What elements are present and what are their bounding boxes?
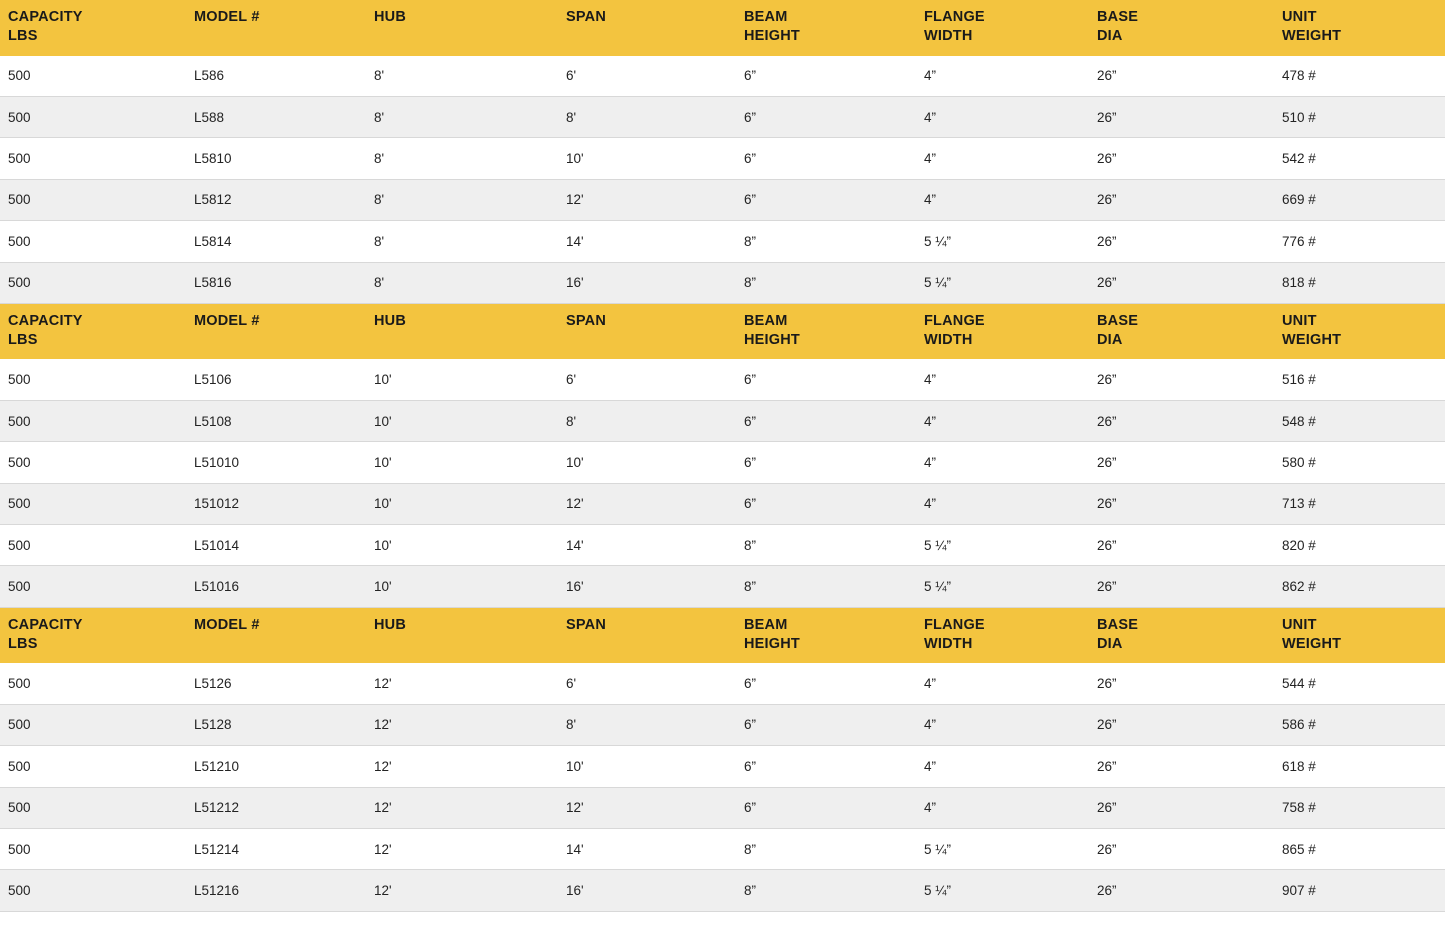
table-cell: 26”	[1089, 483, 1274, 524]
table-cell: 8'	[558, 96, 736, 137]
column-header	[0, 304, 186, 360]
table-cell: 6”	[736, 663, 916, 704]
table-cell: 151012	[186, 483, 366, 524]
table-cell: 542 #	[1274, 138, 1445, 179]
table-row	[0, 870, 1445, 911]
table-cell: 5 ¼”	[916, 566, 1089, 607]
table-cell: 10'	[366, 525, 558, 566]
table-cell: 4”	[916, 359, 1089, 400]
column-header	[736, 0, 916, 56]
column-header	[1089, 0, 1274, 56]
table-cell: 16'	[558, 870, 736, 911]
table-cell: 500	[0, 483, 186, 524]
table-cell: L51210	[186, 746, 366, 787]
table-cell: 12'	[366, 828, 558, 869]
table-cell: 500	[0, 525, 186, 566]
table-cell: L5814	[186, 221, 366, 262]
table-cell: 6”	[736, 704, 916, 745]
table-row	[0, 179, 1445, 220]
table-cell: 4”	[916, 442, 1089, 483]
table-cell: 5 ¼”	[916, 828, 1089, 869]
table-cell: 820 #	[1274, 525, 1445, 566]
table-cell: 26”	[1089, 525, 1274, 566]
table-cell: 8'	[558, 400, 736, 441]
table-cell: L5812	[186, 179, 366, 220]
table-cell: 14'	[558, 525, 736, 566]
table-cell: L51212	[186, 787, 366, 828]
table-cell: L51016	[186, 566, 366, 607]
table-cell: 26”	[1089, 138, 1274, 179]
table-cell: 10'	[366, 483, 558, 524]
column-header-line2: LBS	[8, 636, 38, 653]
table-cell: 4”	[916, 483, 1089, 524]
column-header-line2: DIA	[1097, 332, 1123, 349]
table-cell: 26”	[1089, 746, 1274, 787]
table-cell: 12'	[366, 870, 558, 911]
column-header-line1: HUB	[374, 616, 407, 633]
column-header-line1: CAPACITY	[8, 9, 83, 25]
table-cell: L51010	[186, 442, 366, 483]
table-cell: 776 #	[1274, 221, 1445, 262]
column-header-line1: FLANGE	[924, 616, 985, 633]
table-cell: L5810	[186, 138, 366, 179]
table-cell: 10'	[366, 359, 558, 400]
column-header	[558, 0, 736, 56]
table-cell: 8'	[366, 262, 558, 303]
table-cell: 12'	[558, 483, 736, 524]
column-header-line1: CAPACITY	[8, 312, 83, 329]
column-header	[186, 0, 366, 56]
column-header	[916, 0, 1089, 56]
table-cell: 500	[0, 704, 186, 745]
column-header-line2: WIDTH	[924, 636, 973, 653]
table-cell: L5126	[186, 663, 366, 704]
table-row	[0, 400, 1445, 441]
table-cell: 5 ¼”	[916, 870, 1089, 911]
table-cell: 6”	[736, 483, 916, 524]
column-header-line2: WEIGHT	[1282, 332, 1342, 349]
table-row	[0, 483, 1445, 524]
table-cell: 5 ¼”	[916, 262, 1089, 303]
table-hub-12	[0, 608, 1445, 912]
table-row	[0, 262, 1445, 303]
table-cell: 500	[0, 787, 186, 828]
table-cell: 26”	[1089, 870, 1274, 911]
table-cell: 26”	[1089, 566, 1274, 607]
column-header	[736, 608, 916, 664]
table-cell: 4”	[916, 179, 1089, 220]
table-cell: 12'	[366, 746, 558, 787]
table-cell: 618 #	[1274, 746, 1445, 787]
table-cell: 10'	[558, 442, 736, 483]
table-cell: 26”	[1089, 359, 1274, 400]
column-header-line1: SPAN	[566, 312, 607, 329]
table-cell: 26”	[1089, 56, 1274, 97]
table-row	[0, 442, 1445, 483]
table-cell: 500	[0, 179, 186, 220]
table-cell: 6”	[736, 442, 916, 483]
column-header-line1: MODEL #	[194, 616, 260, 633]
table-cell: 8”	[736, 566, 916, 607]
table-cell: 6”	[736, 96, 916, 137]
table-cell: 500	[0, 400, 186, 441]
table-cell: 8'	[366, 138, 558, 179]
column-header-line2: HEIGHT	[744, 28, 800, 45]
column-header	[366, 0, 558, 56]
table-cell: 8'	[366, 221, 558, 262]
table-cell: L588	[186, 96, 366, 137]
table-cell: 10'	[366, 400, 558, 441]
table-cell: L5816	[186, 262, 366, 303]
column-header-line1: BASE	[1097, 616, 1139, 633]
table-cell: 4”	[916, 96, 1089, 137]
column-header	[0, 608, 186, 664]
table-cell: 8'	[366, 96, 558, 137]
table-cell: 14'	[558, 828, 736, 869]
table-cell: 6”	[736, 359, 916, 400]
table-cell: 8”	[736, 525, 916, 566]
table-cell: 6”	[736, 746, 916, 787]
column-header	[1089, 304, 1274, 360]
column-header-line1: BASE	[1097, 9, 1139, 25]
table-cell: 26”	[1089, 221, 1274, 262]
table-cell: 8'	[558, 704, 736, 745]
table-cell: 500	[0, 138, 186, 179]
table-cell: 8”	[736, 828, 916, 869]
table-row	[0, 96, 1445, 137]
table-row	[0, 525, 1445, 566]
table-cell: 26”	[1089, 400, 1274, 441]
table-row	[0, 787, 1445, 828]
table-cell: 12'	[558, 787, 736, 828]
column-header	[1274, 304, 1445, 360]
table-cell: 5 ¼”	[916, 221, 1089, 262]
column-header-line2: WIDTH	[924, 332, 973, 349]
table-cell: 26”	[1089, 663, 1274, 704]
table-cell: 6'	[558, 359, 736, 400]
table-cell: L586	[186, 56, 366, 97]
table-row	[0, 663, 1445, 704]
table-cell: 758 #	[1274, 787, 1445, 828]
column-header-line1: BASE	[1097, 312, 1139, 329]
table-cell: 500	[0, 828, 186, 869]
table-cell: 26”	[1089, 179, 1274, 220]
column-header-line2: WEIGHT	[1282, 28, 1342, 45]
table-cell: 26”	[1089, 704, 1274, 745]
table-cell: 4”	[916, 704, 1089, 745]
table-cell: 16'	[558, 262, 736, 303]
column-header-line1: HUB	[374, 9, 407, 25]
table-cell: 6”	[736, 56, 916, 97]
table-cell: 500	[0, 870, 186, 911]
table-cell: L51216	[186, 870, 366, 911]
table-cell: 6'	[558, 56, 736, 97]
table-cell: 5 ¼”	[916, 525, 1089, 566]
column-header	[916, 608, 1089, 664]
column-header-line2: WIDTH	[924, 28, 973, 45]
table-header-row	[0, 608, 1445, 664]
table-hub-10	[0, 304, 1445, 608]
column-header	[558, 608, 736, 664]
table-cell: 6”	[736, 138, 916, 179]
table-cell: 6'	[558, 663, 736, 704]
column-header-line1: FLANGE	[924, 312, 985, 329]
table-cell: 500	[0, 566, 186, 607]
table-cell: 26”	[1089, 442, 1274, 483]
table-cell: 16'	[558, 566, 736, 607]
column-header	[186, 304, 366, 360]
table-cell: 12'	[366, 787, 558, 828]
column-header-line1: CAPACITY	[8, 616, 83, 633]
table-cell: 4”	[916, 56, 1089, 97]
table-cell: 8'	[366, 179, 558, 220]
table-cell: 26”	[1089, 262, 1274, 303]
column-header-line1: UNIT	[1282, 312, 1317, 329]
column-header-line1: SPAN	[566, 616, 607, 633]
table-cell: 500	[0, 746, 186, 787]
column-header-line1: UNIT	[1282, 9, 1317, 25]
table-cell: 10'	[366, 566, 558, 607]
table-row	[0, 828, 1445, 869]
table-cell: 26”	[1089, 787, 1274, 828]
table-cell: 12'	[366, 663, 558, 704]
table-header-row	[0, 304, 1445, 360]
column-header-line1: SPAN	[566, 9, 607, 25]
table-cell: L5128	[186, 704, 366, 745]
table-cell: 516 #	[1274, 359, 1445, 400]
table-cell: 500	[0, 221, 186, 262]
table-row	[0, 56, 1445, 97]
column-header	[1274, 608, 1445, 664]
table-cell: 500	[0, 96, 186, 137]
table-cell: 510 #	[1274, 96, 1445, 137]
column-header-line2: HEIGHT	[744, 636, 800, 653]
table-cell: 500	[0, 442, 186, 483]
table-cell: 26”	[1089, 96, 1274, 137]
table-cell: 548 #	[1274, 400, 1445, 441]
column-header-line2: LBS	[8, 332, 38, 349]
table-cell: 10'	[366, 442, 558, 483]
table-cell: 26”	[1089, 828, 1274, 869]
table-cell: 865 #	[1274, 828, 1445, 869]
column-header-line1: MODEL #	[194, 312, 260, 329]
table-cell: 862 #	[1274, 566, 1445, 607]
table-cell: 713 #	[1274, 483, 1445, 524]
table-cell: 544 #	[1274, 663, 1445, 704]
column-header-line1: BEAM	[744, 312, 788, 329]
column-header-line2: HEIGHT	[744, 332, 800, 349]
table-row	[0, 359, 1445, 400]
column-header	[1274, 0, 1445, 56]
table-cell: 12'	[558, 179, 736, 220]
table-row	[0, 704, 1445, 745]
table-row	[0, 566, 1445, 607]
table-cell: 4”	[916, 746, 1089, 787]
table-cell: 10'	[558, 138, 736, 179]
table-row	[0, 138, 1445, 179]
column-header	[366, 608, 558, 664]
column-header-line1: BEAM	[744, 9, 788, 25]
table-cell: 4”	[916, 787, 1089, 828]
table-cell: 12'	[366, 704, 558, 745]
table-cell: 8”	[736, 870, 916, 911]
column-header	[916, 304, 1089, 360]
table-cell: 500	[0, 359, 186, 400]
column-header	[0, 0, 186, 56]
table-cell: 478 #	[1274, 56, 1445, 97]
table-cell: 6”	[736, 400, 916, 441]
table-cell: 907 #	[1274, 870, 1445, 911]
table-row	[0, 746, 1445, 787]
table-cell: 818 #	[1274, 262, 1445, 303]
table-cell: 669 #	[1274, 179, 1445, 220]
column-header-line2: LBS	[8, 28, 38, 45]
table-cell: 10'	[558, 746, 736, 787]
table-cell: L51014	[186, 525, 366, 566]
table-cell: 4”	[916, 663, 1089, 704]
table-cell: 14'	[558, 221, 736, 262]
table-header-row	[0, 0, 1445, 56]
column-header-line2: DIA	[1097, 28, 1123, 45]
column-header	[736, 304, 916, 360]
table-cell: 6”	[736, 179, 916, 220]
column-header	[1089, 608, 1274, 664]
table-cell: 500	[0, 663, 186, 704]
table-cell: 4”	[916, 138, 1089, 179]
table-cell: L5106	[186, 359, 366, 400]
table-hub-8	[0, 0, 1445, 304]
table-cell: 586 #	[1274, 704, 1445, 745]
table-cell: 500	[0, 56, 186, 97]
table-cell: 8”	[736, 221, 916, 262]
table-cell: 8'	[366, 56, 558, 97]
column-header-line2: DIA	[1097, 636, 1123, 653]
table-row	[0, 221, 1445, 262]
column-header-line1: MODEL #	[194, 9, 260, 25]
table-cell: 4”	[916, 400, 1089, 441]
column-header	[186, 608, 366, 664]
column-header	[366, 304, 558, 360]
column-header	[558, 304, 736, 360]
table-cell: L5108	[186, 400, 366, 441]
column-header-line1: FLANGE	[924, 9, 985, 25]
column-header-line1: UNIT	[1282, 616, 1317, 633]
column-header-line1: BEAM	[744, 616, 788, 633]
table-cell: 500	[0, 262, 186, 303]
table-cell: 6”	[736, 787, 916, 828]
column-header-line1: HUB	[374, 312, 407, 329]
table-cell: L51214	[186, 828, 366, 869]
table-cell: 8”	[736, 262, 916, 303]
column-header-line2: WEIGHT	[1282, 636, 1342, 653]
table-cell: 580 #	[1274, 442, 1445, 483]
